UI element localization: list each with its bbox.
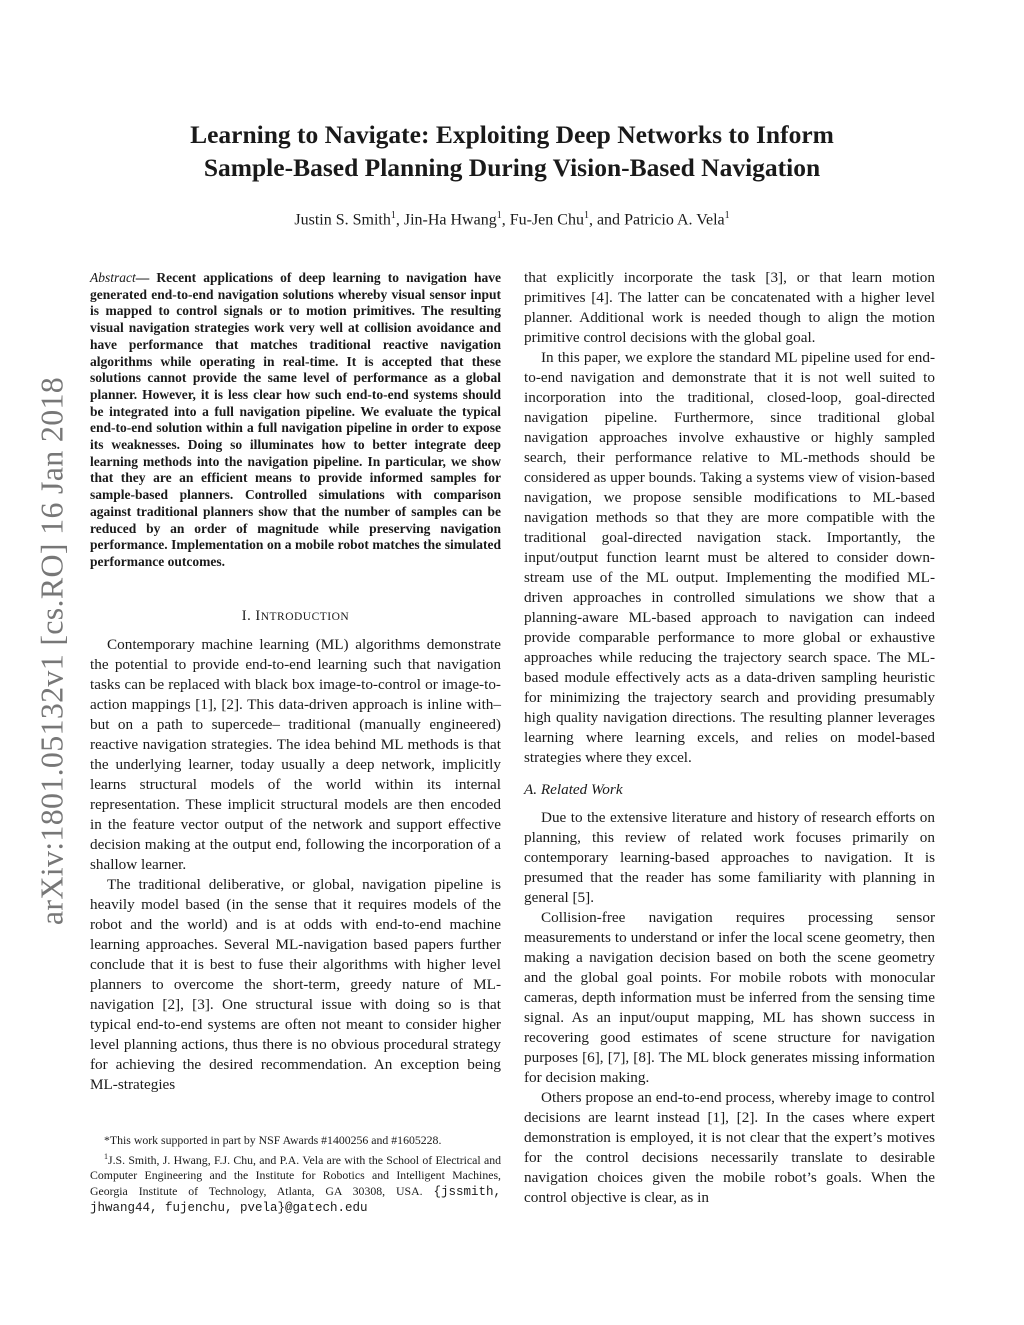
author-separator: , [395, 211, 404, 229]
paragraph: In this paper, we explore the standard ML pipeline used for end-to-end navigation and demonstrate that it is not well suited to incorporation into the traditional, closed-loop, goal-directed navigation pipeline. Furthermore, since traditional global navigation approaches involve exhaustive or highly sampled search, their performance relative to ML-methods should be considered as upper bounds. Taking a systems view of vision-based navigation, we propose sensible modifications to ML-based navigation methods so that they are more compatible with the traditional goal-directed navigation stack. Importantly, the input/output function learnt must be altered to consider down-stream use of the ML output. Implementing the modified ML-driven approaches in controlled simulations we show that a planning-aware ML-based approach to navigation can indeed provide comparable performance to more global or exhaustive approaches while reducing the trajectory search space. The ML-based module effectively acts as a data-driven sampling heuristic for minimizing the trajectory search and providing presumably high quality navigation directions. The resulting planner leverages learning where learning excels, and relies on model-based strategies where they excel. [524, 349, 935, 766]
footnotes [90, 1133, 501, 1217]
title-line-1: Learning to Navigate: Exploiting Deep Networks to Inform [190, 120, 834, 149]
affiliation-mark: 1 [496, 210, 502, 221]
author-separator: , [501, 211, 510, 229]
section-heading-introduction [90, 608, 501, 625]
paragraph: Collision-free navigation requires processing sensor measurements to understand or infer the local scene geometry, then making a navigation decision based on both the scene geometry and the global goal points. For mobile robots with monocular cameras, depth information must be inferred from the sensing time signal. As an input/ouput mapping, ML has shown success in recovering good estimates of scene structure for navigation purposes [6], [7], [8]. The ML block generates missing information for decision making. [524, 909, 935, 1086]
author-name: Jin-Ha Hwang [403, 211, 497, 229]
section-numeral: I. [241, 608, 256, 624]
paragraph: The traditional deliberative, or global, navigation pipeline is heavily model based (in the sense that it requires models of the robot and the world) and is at odds with end-to-end machine learning approaches. Several ML-navigation based papers further conclude that it is best to fuse their algorithms with higher level planners to overcome the short-term, greedy nature of ML-navigation [2], [3]. One structural issue with doing so is that typical end-to-end systems are often not meant to consider higher level planning actions, thus there is no obvious procedural strategy for achieving the desired recommendation. An exception being ML-strategies [90, 876, 501, 1093]
abstract-label: Abstract [90, 270, 136, 285]
paragraph: Contemporary machine learning (ML) algorithms demonstrate the potential to provide end-to-end learning such that navigation tasks can be replaced with black box image-to-control or image-to-action mappings [1], [2]. This data-driven approach is inline with– but on a path to supercede– traditional (manually engineered) reactive navigation strategies. The idea behind ML methods is that the underlying learner, today usually a deep network, implicitly learns structural models of the world within its internal representation. These implicit structural models are then encoded in the feature vector output of the network and support effective decision making at the output end, following the incorporation of a shallow learner. [90, 636, 501, 873]
author-separator: , and [588, 211, 625, 229]
affiliation-mark: 1 [724, 210, 730, 221]
author-name: Fu-Jen Chu [509, 211, 584, 229]
paragraph: Due to the extensive literature and history of research efforts on planning, this review of related work focuses primarily on contemporary learning-based approaches to navigation. It is presumed that the reader has some familiarity with planning in general [5]. [524, 809, 935, 906]
affiliation-mark: 1 [583, 210, 589, 221]
title-line-2: Sample-Based Planning During Vision-Based Navigation [203, 153, 821, 182]
abstract-text: Recent applications of deep learning to navigation have generated end-to-end navigation solutions whereby visual sensor input is mapped to control signals or to motion primitives. The resulting visual navigation strategies work very well at collision avoidance and have performance that matches traditional reactive navigation algorithms while operating in real-time. It is accepted that these solutions cannot provide the same level of performance as a global planner. However, it is less clear how such end-to-end systems should be integrated into a full navigation pipeline. We evaluate the typical end-to-end solution within a full navigation pipeline in order to expose its weaknesses. Doing so illuminates how to better integrate deep learning methods into the navigation pipeline. In particular, we show that they are an efficient means to provide informed samples for sample-based planners. Controlled simulations with comparison against traditional planners show that the number of samples can be reduced by an order of magnitude while preserving navigation performance. Implementation on a mobile robot matches the simulated performance outcomes. [90, 270, 501, 569]
abstract [90, 270, 501, 571]
affiliation-mark: 1 [390, 210, 396, 221]
paragraph: Others propose an end-to-end process, whereby image to control decisions are learnt instead [1], [2]. In the cases where expert demonstration is employed, it is not clear that the expert’s motives for the control decisions necessarily translate to desirable navigation choices given the mobile robot’s goals. When the control objective is clear, as in [524, 1089, 935, 1206]
section-title-rest: NTRODUCTION [260, 611, 350, 623]
right-column [524, 268, 935, 1208]
affiliation-text: J.S. Smith, J. Hwang, F.J. Chu, and P.A. Vela are with the School of Electrical and Computer Engineering and the Institute for Robotics and Intelligent Machines, Georgia Institute of Technology, Atlanta, GA 30308, USA. [90, 1152, 501, 1198]
arxiv-stamp: arXiv:1801.05132v1 [cs.RO] 16 Jan 2018 [33, 376, 70, 926]
paragraph-continuation: that explicitly incorporate the task [3], or that learn motion primitives [4]. The latter can be concatenated with a higher level planner. Additional work is needed though to align the motion primitive control decisions with the global goal. [524, 269, 935, 346]
introduction-body [90, 635, 501, 1095]
author-emails: {jssmith, jhwang44, fujenchu, pvela}@gatech.edu [90, 1184, 501, 1216]
footnote-funding: *This work supported in part by NSF Awards #1400256 and #1605228. [104, 1133, 442, 1147]
author-name: Patricio A. Vela [624, 211, 725, 229]
section-title-initial: I [255, 608, 261, 624]
footnote-mark: 1 [104, 1151, 108, 1161]
paper-title [0, 118, 1024, 184]
abstract-dash: — [135, 270, 150, 285]
subsection-heading-related-work: A. Related Work [524, 781, 623, 798]
author-list [0, 210, 1024, 229]
author-name: Justin S. Smith [294, 211, 391, 229]
footnote-affiliation [90, 1149, 501, 1217]
